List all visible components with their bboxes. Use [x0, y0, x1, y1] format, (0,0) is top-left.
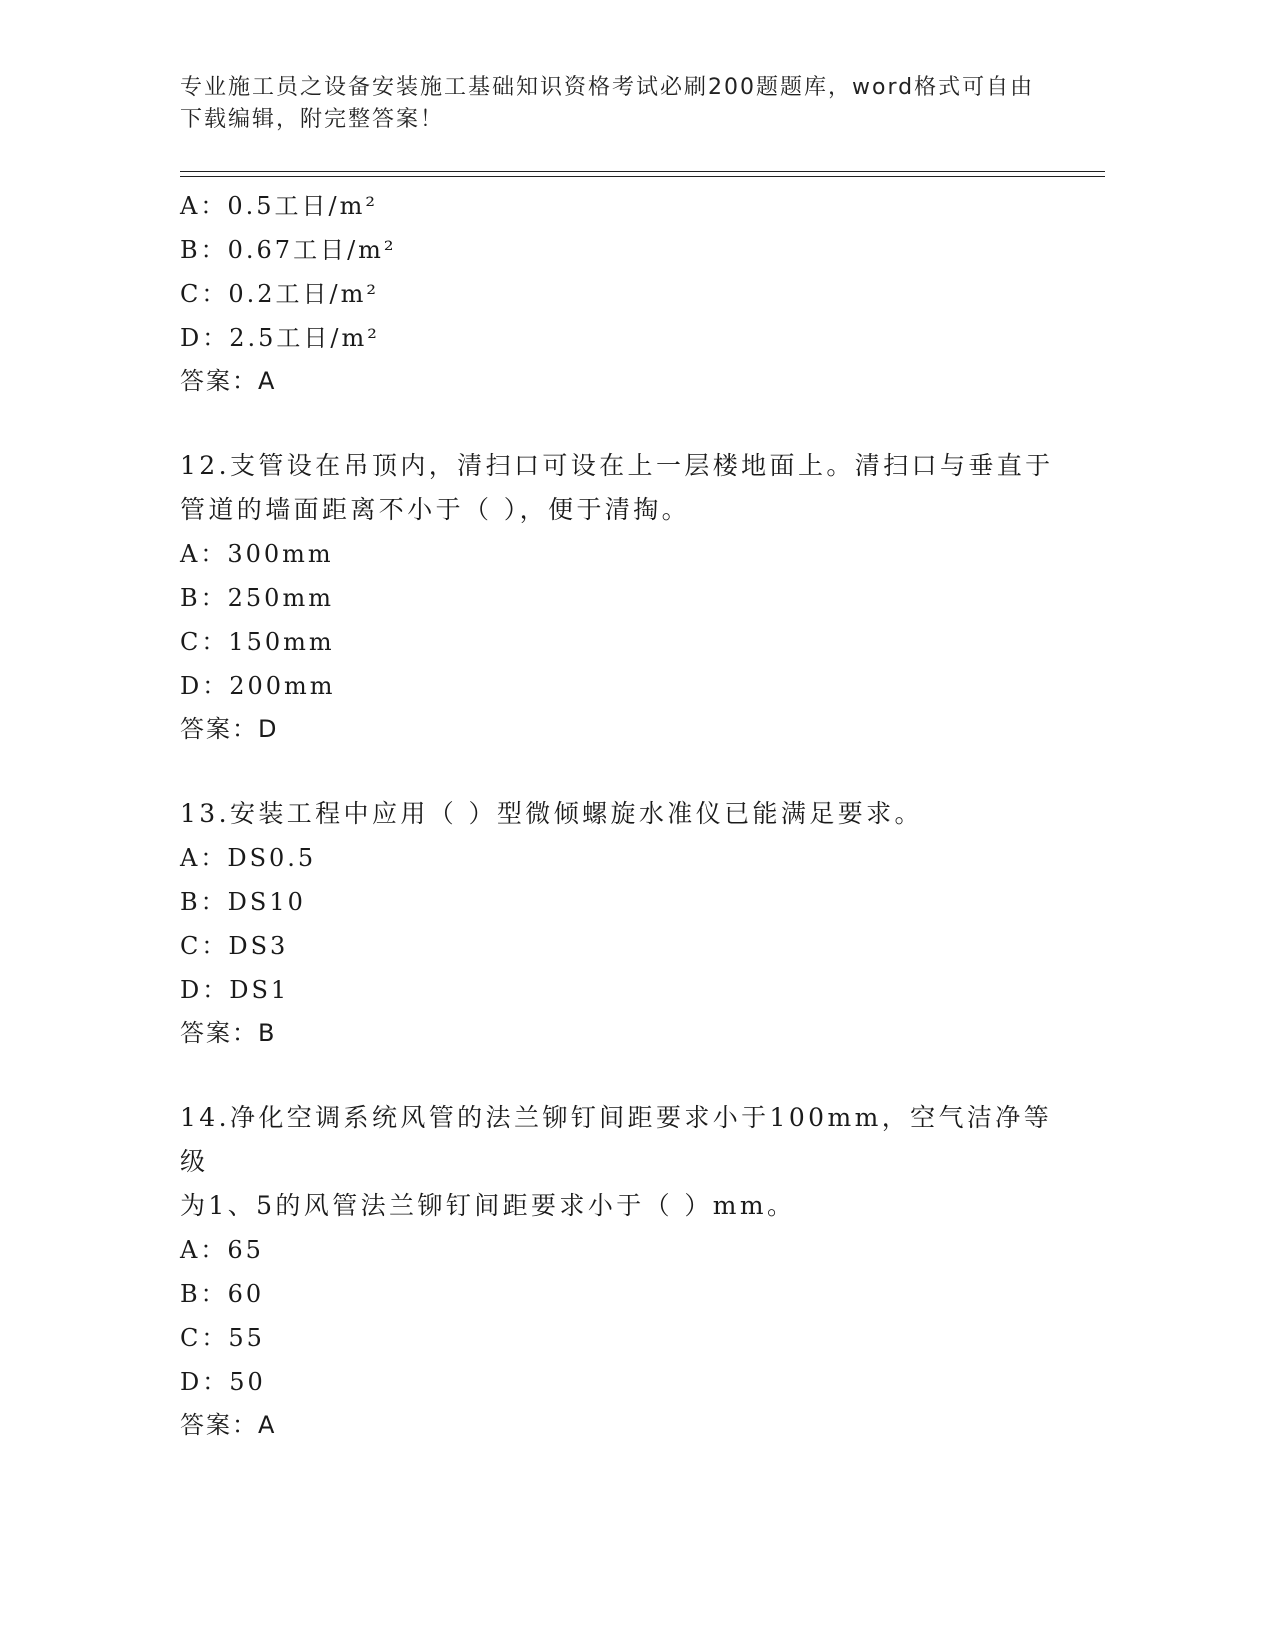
- question-11-option-d: D：2.5工日/m²: [180, 324, 380, 352]
- question-13-option-b: B：DS10: [180, 888, 306, 916]
- question-11: [180, 184, 1060, 402]
- question-13-answer: 答案：B: [180, 1019, 277, 1047]
- question-14-option-c: C：55: [180, 1324, 265, 1352]
- question-14-answer: 答案：A: [180, 1411, 277, 1439]
- question-12-stem: [180, 444, 1060, 532]
- question-13-stem: [180, 792, 1060, 836]
- question-13-stem-line-1: 13.安装工程中应用（ ）型微倾螺旋水准仪已能满足要求。: [180, 799, 923, 828]
- question-13-option-d: D：DS1: [180, 976, 290, 1004]
- question-list: [180, 184, 1060, 1446]
- question-14: [180, 1096, 1060, 1446]
- question-14-option-b: B：60: [180, 1280, 265, 1308]
- header-divider-bottom: [180, 176, 1105, 177]
- header-line-1: 专业施工员之设备安装施工基础知识资格考试必刷200题题库，word格式可自由: [180, 75, 1035, 100]
- question-12-stem-line-1: 12.支管设在吊顶内，清扫口可设在上一层楼地面上。清扫口与垂直于: [180, 451, 1054, 480]
- question-12-option-c: C：150mm: [180, 628, 335, 656]
- question-14-stem-line-1: 14.净化空调系统风管的法兰铆钉间距要求小于100mm，空气洁净等级: [180, 1103, 1053, 1176]
- question-11-option-a: A：0.5工日/m²: [180, 192, 378, 220]
- question-13-option-a: A：DS0.5: [180, 844, 317, 872]
- header-divider-top: [180, 171, 1105, 172]
- question-14-stem-line-2: 为1、5的风管法兰铆钉间距要求小于（ ）mm。: [180, 1191, 796, 1220]
- question-14-stem: [180, 1096, 1060, 1228]
- question-11-answer: 答案：A: [180, 367, 277, 395]
- question-12: [180, 444, 1060, 750]
- question-11-option-b: B：0.67工日/m²: [180, 236, 397, 264]
- question-11-option-c: C：0.2工日/m²: [180, 280, 379, 308]
- question-14-option-a: A：65: [180, 1236, 264, 1264]
- question-14-option-d: D：50: [180, 1368, 266, 1396]
- question-12-answer: 答案：D: [180, 715, 279, 743]
- question-13: [180, 792, 1060, 1054]
- question-12-stem-line-2: 管道的墙面距离不小于（ ），便于清掏。: [180, 495, 691, 524]
- document-header: [180, 72, 1040, 136]
- header-line-2: 下载编辑，附完整答案！: [180, 107, 445, 132]
- question-12-option-d: D：200mm: [180, 672, 336, 700]
- question-12-option-b: B：250mm: [180, 584, 334, 612]
- question-12-option-a: A：300mm: [180, 540, 334, 568]
- question-13-option-c: C：DS3: [180, 932, 289, 960]
